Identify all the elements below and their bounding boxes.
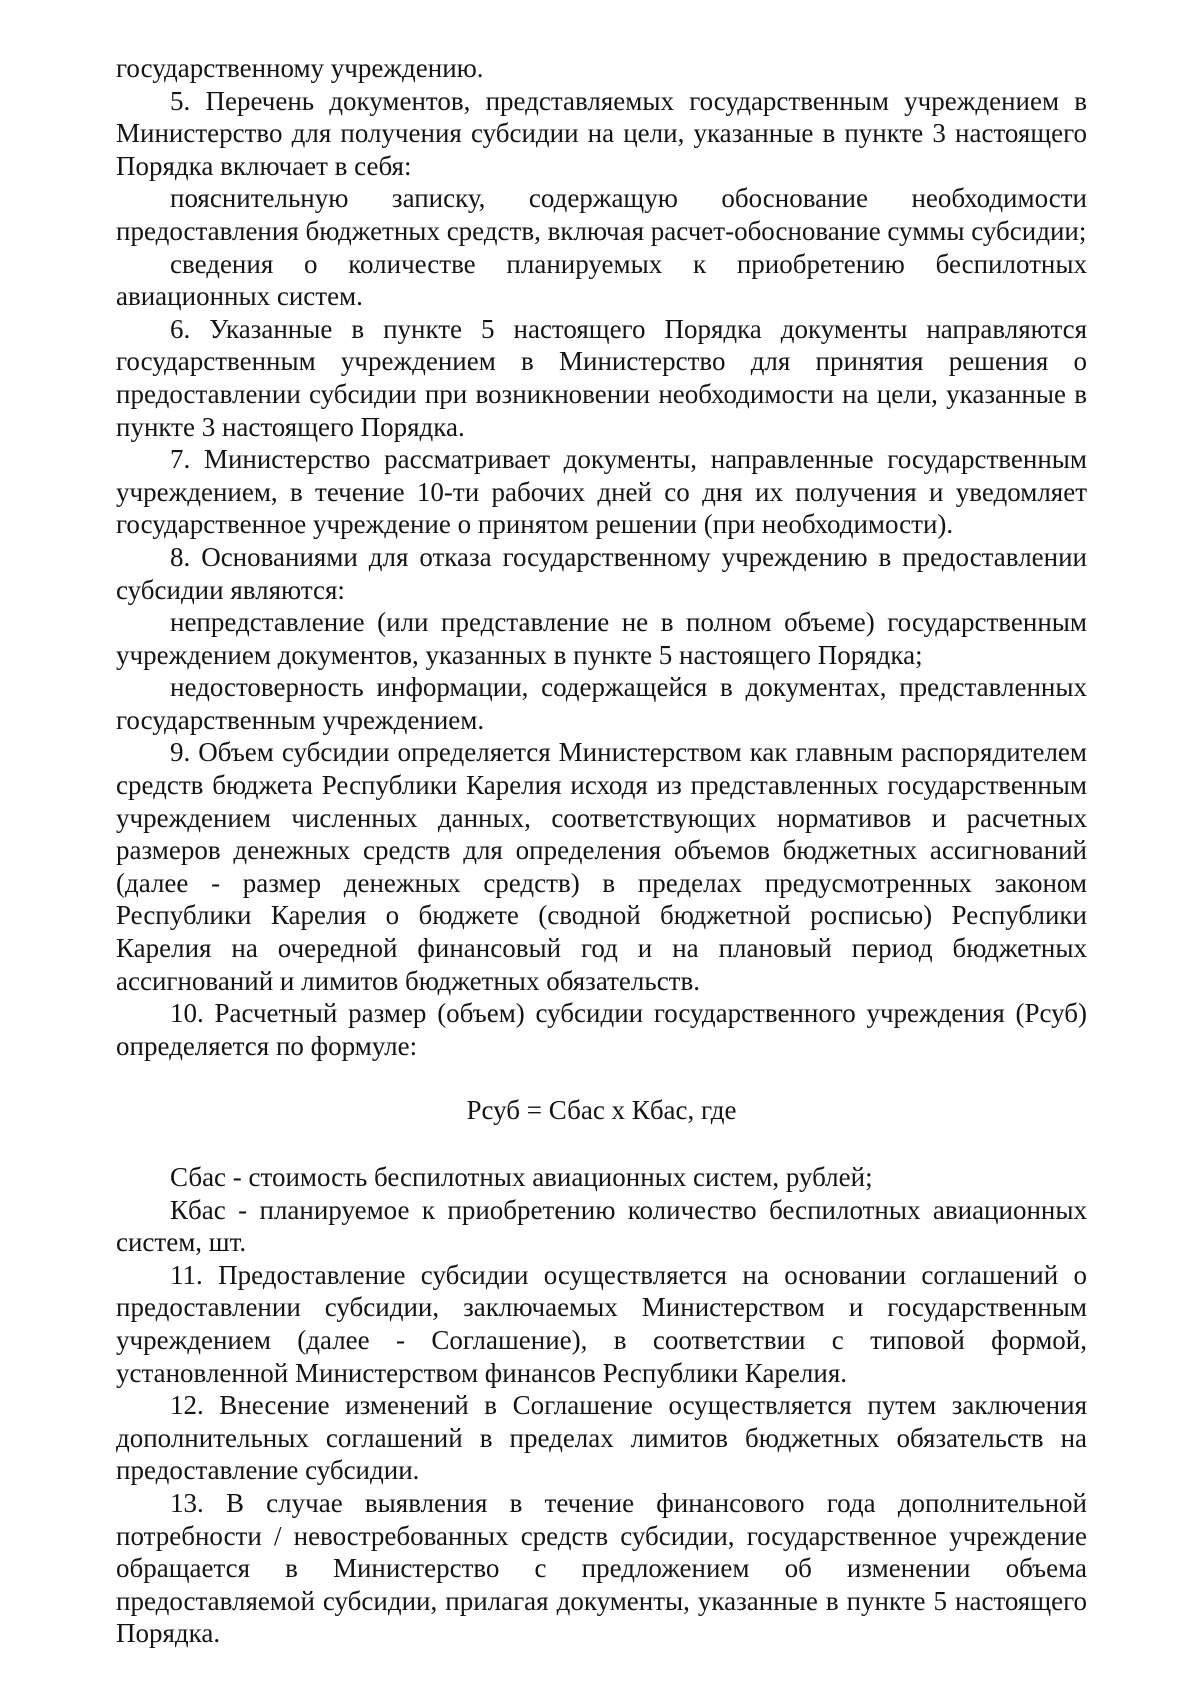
paragraph-item-13: 13. В случае выявления в течение финансового года дополнительной потребности / невостребованных средств субсидии, государственное учреждение обращается в Министерство с предложением об изменении объема предоставляемой субсидии, прилагая документы, указанные в пункте 5 настоящего Порядка. — [116, 1487, 1087, 1649]
paragraph-item-5: 5. Перечень документов, представляемых государственным учреждением в Министерство для получения субсидии на цели, указанные в пункте 3 настоящего Порядка включает в себя: — [116, 85, 1087, 181]
paragraph-item-6: 6. Указанные в пункте 5 настоящего Порядка документы направляются государственным учреждением в Министерство для принятия решения о предоставлении субсидии при возникновении необходимости на цели, указанные в пункте 3 настоящего Порядка. — [116, 313, 1087, 442]
paragraph-item-8: 8. Основаниями для отказа государственному учреждению в предоставлении субсидии являются: — [116, 541, 1087, 605]
paragraph-item-11: 11. Предоставление субсидии осуществляется на основании соглашений о предоставлении субсидии, заключаемых Министерством и государственным учреждением (далее - Соглашение), в соответствии с типовой формой, установленной Министерством финансов Республики Карелия. — [116, 1259, 1087, 1388]
paragraph-item-10: 10. Расчетный размер (объем) субсидии государственного учреждения (Рсуб) определяется по формуле: — [116, 998, 1087, 1061]
subsidy-formula: Рсуб = Сбас х Кбас, где — [466, 1095, 737, 1126]
paragraph-subitem-non-submission: непредставление (или представление не в полном объеме) государственным учреждением документов, указанных в пункте 5 настоящего Порядка; — [116, 607, 1087, 670]
paragraph-item-7: 7. Министерство рассматривает документы, направленные государственным учреждением, в течение 10-ти рабочих дней со дня их получения и уведомляет государственное учреждение о принятом решении (при необходимости). — [116, 444, 1087, 540]
paragraph-item-12: 12. Внесение изменений в Соглашение осуществляется путем заключения дополнительных соглашений в пределах лимитов бюджетных обязательств на предоставление субсидии. — [116, 1390, 1087, 1486]
paragraph-def-sbas: Сбас - стоимость беспилотных авиационных систем, рублей; — [170, 1162, 873, 1192]
paragraph-subitem-explanatory-note: пояснительную записку, содержащую обоснование необходимости предоставления бюджетных средств, включая расчет-обоснование суммы субсидии; — [116, 183, 1087, 246]
paragraph-def-kbas: Кбас - планируемое к приобретению количество беспилотных авиационных систем, шт. — [116, 1194, 1087, 1258]
document-page — [116, 52, 1087, 1650]
paragraph-subitem-uas-quantity: сведения о количестве планируемых к приобретению беспилотных авиационных систем. — [116, 248, 1087, 312]
paragraph-item-9: 9. Объем субсидии определяется Министерством как главным распорядителем средств бюджета Республики Карелия исходя из представленных государственным учреждением численных данных, соответствующих нормативов и расчетных размеров денежных средств для определения объемов бюджетных ассигнований (далее - размер денежных средств) в пределах предусмотренных законом Республики Карелия о бюджете (сводной бюджетной росписью) Республики Карелия на очередной финансовый год и на плановый период бюджетных ассигнований и лимитов бюджетных обязательств. — [116, 737, 1087, 996]
paragraph-subitem-unreliability: недостоверность информации, содержащейся в документах, представленных государственным учреждением. — [116, 672, 1087, 735]
paragraph-continuation: государственному учреждению. — [116, 53, 484, 83]
